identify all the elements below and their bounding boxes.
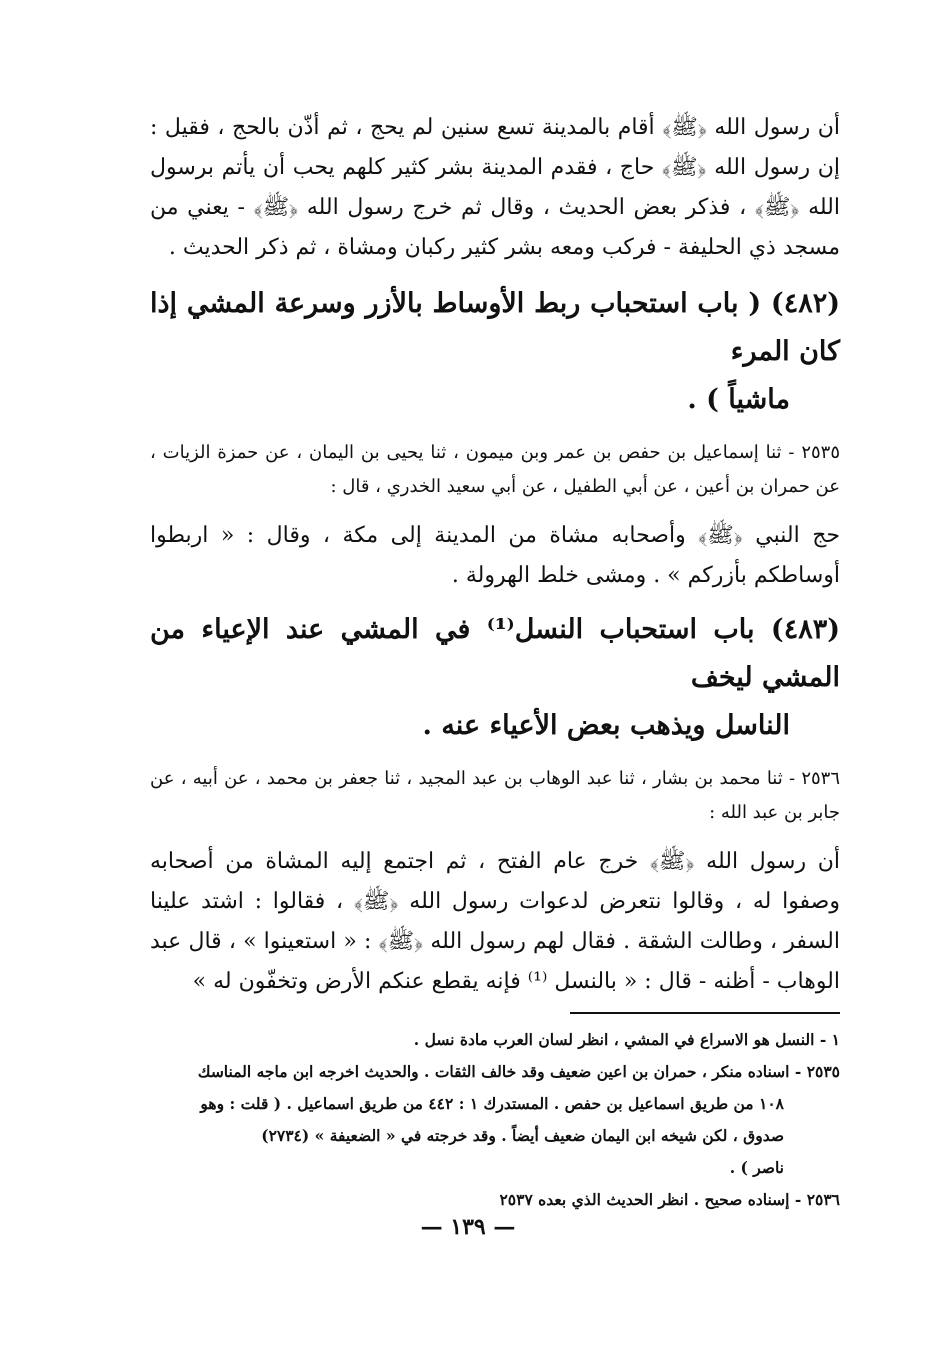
- footnote-2536: ٢٥٣٦ - إسناده صحيح . انظر الحديث الذي بعده ٢٥٣٧: [499, 1190, 840, 1209]
- chapter-482-line-1: (٤٨٢) ( باب استحباب ربط الأوساط بالأزر وسرعة المشي إذا كان المرء: [150, 288, 840, 367]
- footnote-2535-line-1: ٢٥٣٥ - اسناده منكر ، حمران بن اعين ضعيف وقد خالف الثقات . والحديث اخرجه ابن ماجه المناسك: [197, 1062, 840, 1081]
- page-body: [150, 108, 840, 1216]
- footnote-2535-line-3: صدوق ، لكن شيخه ابن اليمان ضعيف أيضاً . وقد خرجته في « الضعيفة » (٢٧٣٤): [261, 1126, 784, 1145]
- hadith-2536-isnad: ٢٥٣٦ - ثنا محمد بن بشار ، ثنا عبد الوهاب بن عبد المجيد ، ثنا جعفر بن محمد ، عن أبيه ، عن جابر بن عبد الله :: [150, 768, 840, 823]
- paragraph-continuation: أن رسول الله ﴿ﷺ﴾ أقام بالمدينة تسع سنين لم يحج ، ثم أذّن بالحج ، فقيل : إن رسول الله ﴿ﷺ﴾ حاج ، فقدم المدينة بشر كثير كلهم يحب أن يأتم برسول الله ﴿ﷺ﴾ ، فذكر بعض الحديث ، وقال ثم خرج رسول الله ﴿ﷺ﴾ - يعني من مسجد ذي الحليفة - فركب ومعه بشر كثير ركبان ومشاة ، ثم ذكر الحديث .: [150, 115, 840, 260]
- hadith-2535-matn: حج النبي ﴿ﷺ﴾ وأصحابه مشاة من المدينة إلى مكة ، وقال : « اربطوا أوساطكم بأزركم » . ومشى خلط الهرولة .: [150, 523, 840, 588]
- page-number: — ١٣٩ —: [420, 1214, 516, 1240]
- chapter-heading-483: [150, 606, 840, 750]
- hadith-2535-isnad: ٢٥٣٥ - ثنا إسماعيل بن حفص بن عمر وبن ميمون ، ثنا يحيى بن اليمان ، عن حمزة الزيات ، عن حمران بن أعين ، عن أبي الطفيل ، عن أبي سعيد الخدري ، قال :: [150, 442, 840, 497]
- footnote-2535-line-4: ناصر ) .: [729, 1158, 784, 1177]
- chapter-483-line-2: الناسل ويذهب بعض الأعياء عنه .: [422, 710, 790, 741]
- chapter-heading-482: [150, 280, 840, 424]
- chapter-482-line-2: ماشياً ) .: [687, 384, 790, 415]
- hadith-2536-matn: أن رسول الله ﴿ﷺ﴾ خرج عام الفتح ، ثم اجتمع إليه المشاة من أصحابه وصفوا له ، وقالوا نتعرض لدعوات رسول الله ﴿ﷺ﴾ ، فقالوا : اشتد علينا السفر ، وطالت الشقة . فقال لهم رسول الله ﴿ﷺ﴾ : « استعينوا » ، قال عبد الوهاب - أظنه - قال : « بالنسل ⁽¹⁾ فإنه يقطع عنكم الأرض وتخفّون له »: [150, 849, 840, 994]
- chapter-483-line-1: (٤٨٣) باب استحباب النسل⁽¹⁾ في المشي عند الإعياء من المشي ليخف: [150, 614, 840, 693]
- footnote-divider: [570, 1012, 840, 1014]
- footnote-1: ١ - النسل هو الاسراع في المشي ، انظر لسان العرب مادة نسل .: [413, 1030, 840, 1049]
- footnote-2535-line-2: ١٠٨ من طريق اسماعيل بن حفص . المستدرك ١ : ٤٤٢ من طريق اسماعيل . ( قلت : وهو: [200, 1094, 784, 1113]
